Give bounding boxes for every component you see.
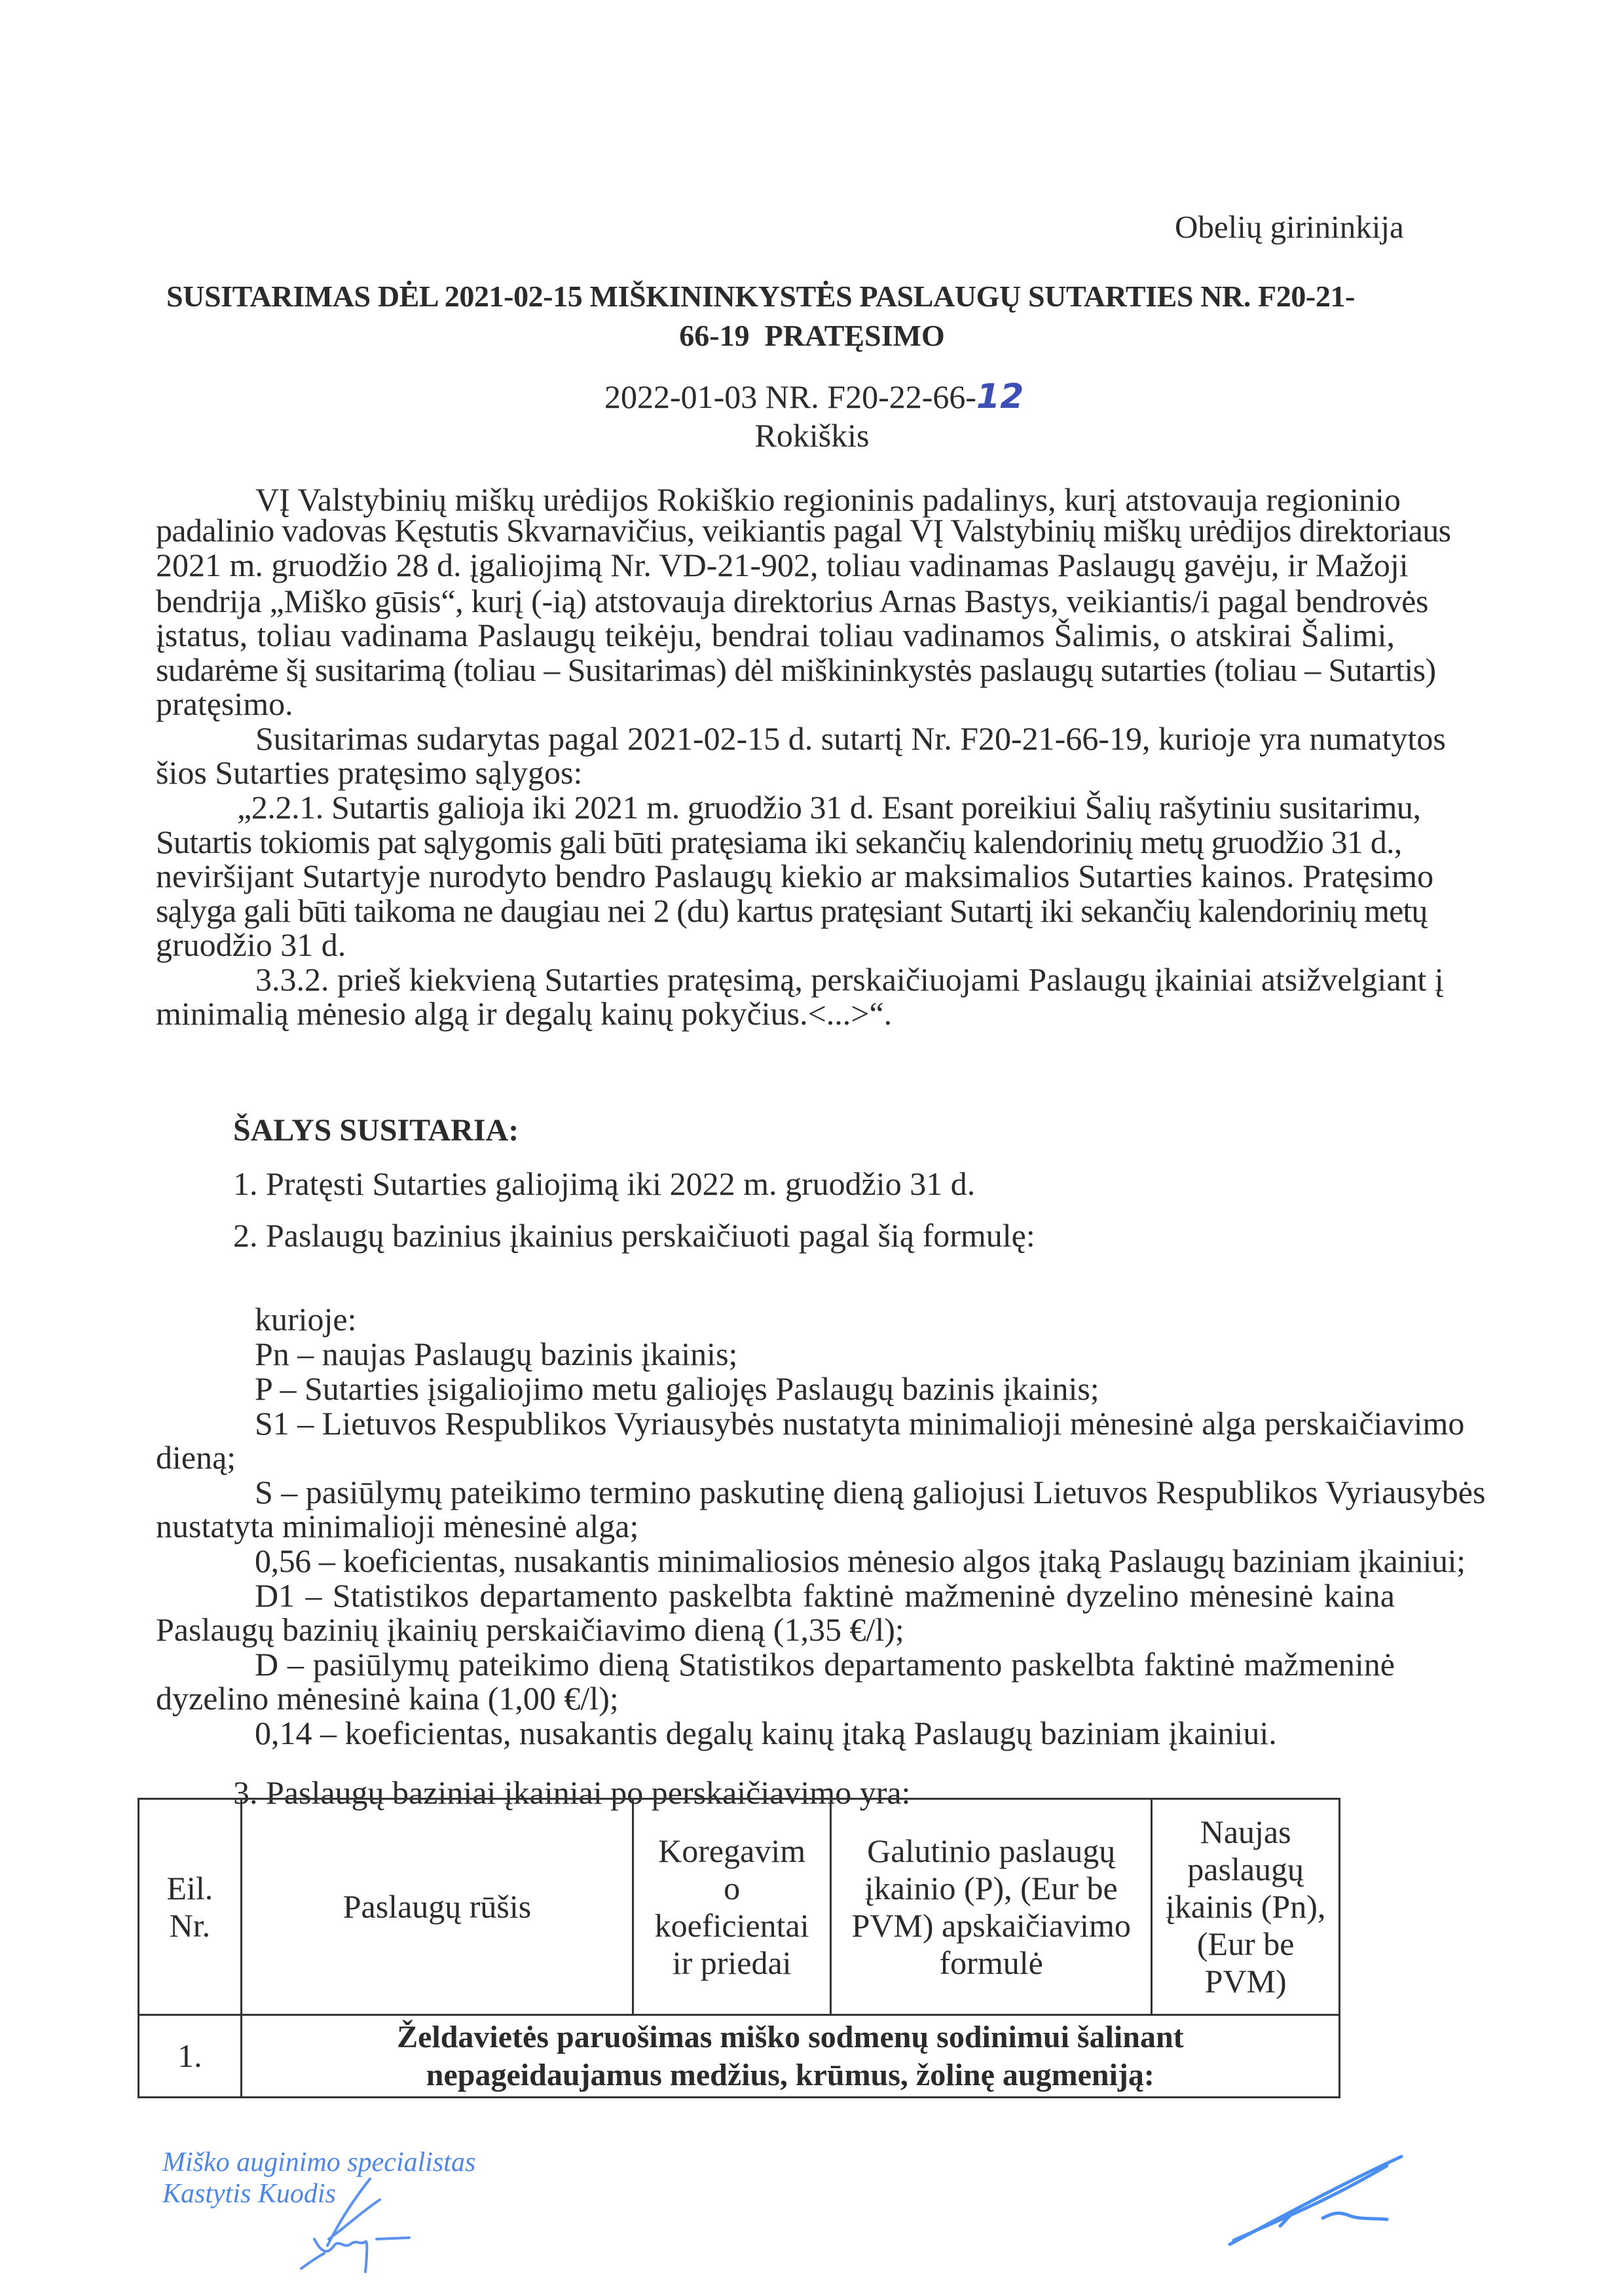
row-section-title: Želdavietės paruošimas miško sodmenų sodinimui šalinant nepageidaujamus medžius, krūmus, žolinę augmeniją: <box>241 2015 1339 2098</box>
definition-coef-056: 0,56 – koeficientas, nusakantis minimaliosios mėnesio algos įtaką Paslaugų baziniam įkainiui; <box>255 1542 1466 1579</box>
quote-221-line-5: gruodžio 31 d. <box>156 926 346 963</box>
document-title-line-1: SUSITARIMAS DĖL 2021-02-15 MIŠKININKYSTĖS PASLAUGŲ SUTARTIES NR. F20-21- <box>166 280 1355 313</box>
row-number: 1. <box>139 2015 242 2098</box>
table-row <box>139 2015 1340 2098</box>
specialist-signature-icon <box>288 2174 419 2278</box>
definition-s-line-1: S – pasiūlymų pateikimo termino paskutinę dieną galiojusi Lietuvos Respublikos Vyriausybės <box>255 1474 1486 1510</box>
intro-line-1: VĮ Valstybinių miškų urėdijos Rokiškio regioninis padalinys, kurį atstovauja regioninio <box>255 481 1401 518</box>
specialist-stamp-line-2: Kastytis Kuodis <box>162 2179 336 2209</box>
definition-s1-line-1: S1 – Lietuvos Respublikos Vyriausybės nustatyta minimalioji mėnesinė alga perskaičiavimo <box>255 1405 1465 1442</box>
definition-d-line-2: dyzelino mėnesinė kaina (1,00 €/l); <box>156 1680 619 1717</box>
definition-d-line-1: D – pasiūlymų pateikimo dieną Statistikos departamento paskelbta faktinė mažmeninė <box>255 1646 1395 1683</box>
quote-221-line-4: sąlyga gali būti taikoma ne daugiau nei 2 (du) kartus pratęsiant Sutartį iki sekančių kalendorinių metų <box>156 892 1428 929</box>
quote-221-line-2: Sutartis tokiomis pat sąlygomis gali būti pratęsiama iki sekančių kalendorinių metų gruodžio 31 d., <box>156 824 1402 860</box>
agreement-item-3: 3. Paslaugų baziniai įkainiai po perskaičiavimo yra: <box>233 1774 911 1811</box>
intro-line-3: 2021 m. gruodžio 28 d. įgaliojimą Nr. VD-21-902, toliau vadinamas Paslaugų gavėju, ir Mažoji <box>156 547 1409 583</box>
specialist-stamp-line-1: Miško auginimo specialistas <box>162 2147 476 2178</box>
definition-d1-line-1: D1 – Statistikos departamento paskelbta faktinė mažmeninė dyzelino mėnesinė kaina <box>255 1577 1395 1614</box>
column-header-correction-coefficients: Koregavim o koeficientai ir priedai <box>633 1799 831 2015</box>
quote-332-line-2: minimalią mėnesio algą ir degalų kainų pokyčius.<...>“. <box>156 995 893 1032</box>
definition-p: P – Sutarties įsigaliojimo metu galiojęs Paslaugų bazinis įkainis; <box>255 1370 1099 1407</box>
column-header-new-price: Naujas paslaugų įkainis (Pn), (Eur be PVM) <box>1152 1799 1340 2015</box>
intro-line-5: įstatus, toliau vadinama Paslaugų teikėju, bendrai toliau vadinamos Šalimis, o atskirai Šalimi, <box>156 617 1395 653</box>
column-header-final-price-formula: Galutinio paslaugų įkainio (P), (Eur be PVM) apskaičiavimo formulė <box>831 1799 1152 2015</box>
definition-s-line-2: nustatyta minimalioji mėnesinė alga; <box>156 1508 639 1544</box>
intro-line-7: pratęsimo. <box>156 685 293 722</box>
definition-d1-line-2: Paslaugų bazinių įkainių perskaičiavimo dieną (1,35 €/l); <box>156 1611 904 1648</box>
service-provider-signature-icon <box>1218 2147 1414 2252</box>
intro-line-6: sudarėme šį susitarimą (toliau – Susitarimas) dėl miškininkystės paslaugų sutarties (toliau – Sutartis) <box>156 651 1436 688</box>
definition-pn: Pn – naujas Paslaugų bazinis įkainis; <box>255 1336 738 1372</box>
rates-table <box>138 1798 1340 2098</box>
document-place: Rokiškis <box>754 417 870 454</box>
agreement-item-2: 2. Paslaugų bazinius įkainius perskaičiuoti pagal šią formulę: <box>233 1217 1035 1254</box>
where-label: kurioje: <box>255 1301 357 1338</box>
document-title-line-2: 66-19 PRATĘSIMO <box>679 319 945 352</box>
intro-line-2: padalinio vadovas Kęstutis Skvarnavičius, veikiantis pagal VĮ Valstybinių miškų urėdijos direktoriaus <box>156 512 1451 549</box>
quote-221-line-3: neviršijant Sutartyje nurodyto bendro Paslaugų kiekio ar maksimalios Sutarties kainos. Pratęsimo <box>156 858 1434 894</box>
basis-line-2: šios Sutarties pratęsimo sąlygos: <box>156 754 583 791</box>
definition-coef-014: 0,14 – koeficientas, nusakantis degalų kainų įtaką Paslaugų baziniam įkainiui. <box>255 1715 1277 1751</box>
column-header-service-type: Paslaugų rūšis <box>241 1799 633 2015</box>
quote-221-line-1: „2.2.1. Sutartis galioja iki 2021 m. gruodžio 31 d. Esant poreikiui Šalių rašytiniu susitarimu, <box>237 789 1421 826</box>
agreement-item-1: 1. Pratęsti Sutarties galiojimą iki 2022 m. gruodžio 31 d. <box>233 1165 976 1202</box>
forest-district-label: Obelių girininkija <box>1175 209 1404 245</box>
document-number <box>604 377 1024 416</box>
definition-s1-line-2: dieną; <box>156 1439 236 1476</box>
agreement-heading: ŠALYS SUSITARIA: <box>233 1113 519 1148</box>
document-number-printed: 2022-01-03 NR. F20-22-66- <box>604 378 977 415</box>
quote-332-line-1: 3.3.2. prieš kiekvieną Sutarties pratęsimą, perskaičiuojami Paslaugų įkainiai atsižvelgiant į <box>255 961 1444 998</box>
column-header-number: Eil. Nr. <box>139 1799 242 2015</box>
table-header-row <box>139 1799 1340 2015</box>
document-number-handwritten: 12 <box>976 377 1024 416</box>
intro-line-4: bendrija „Miško gūsis“, kurį (-ią) atstovauja direktorius Arnas Bastys, veikiantis/i pagal bendrovės <box>156 583 1429 619</box>
basis-line-1: Susitarimas sudarytas pagal 2021-02-15 d. sutartį Nr. F20-21-66-19, kurioje yra numatytos <box>255 720 1446 757</box>
